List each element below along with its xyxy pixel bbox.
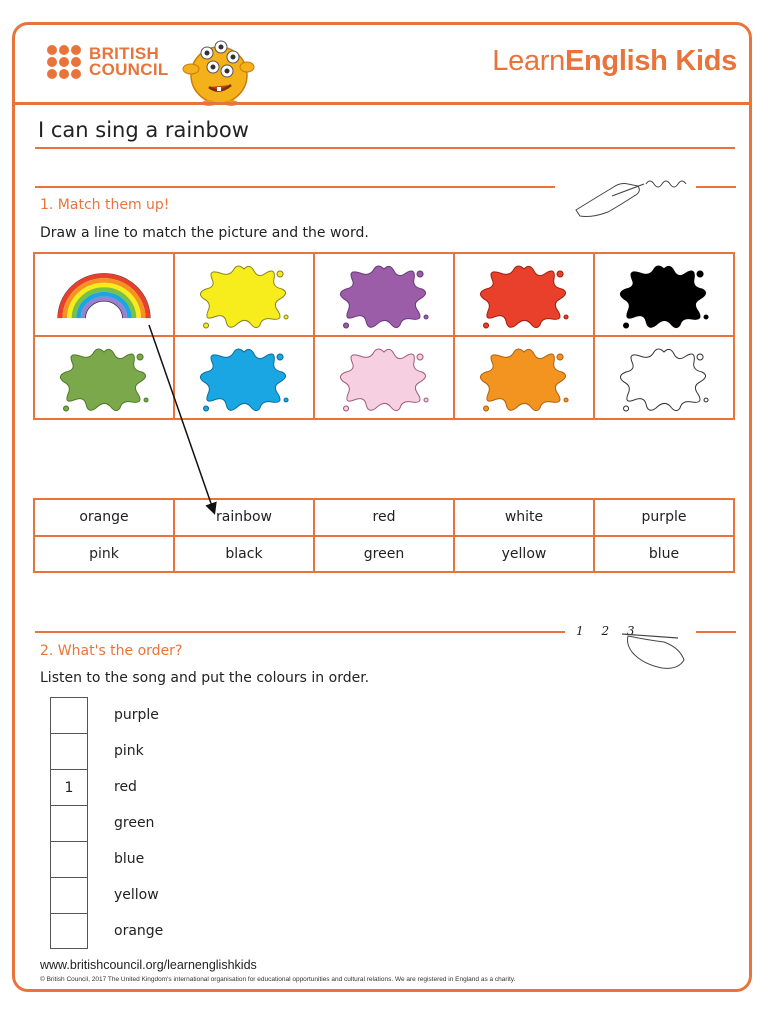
picture-cell-blue[interactable] (174, 336, 314, 419)
order-number-box[interactable] (50, 697, 88, 733)
order-number-box[interactable] (50, 841, 88, 877)
footer-url[interactable]: www.britishcouncil.org/learnenglishkids (40, 958, 257, 972)
title-underline (35, 147, 735, 149)
order-list (50, 697, 163, 949)
section2-instruction: Listen to the song and put the colours in order. (40, 670, 370, 686)
section1-instruction: Draw a line to match the picture and the word. (40, 225, 369, 241)
counting-decoration: 1 2 3 (576, 624, 642, 638)
picture-cell-orange[interactable] (454, 336, 594, 419)
list-item (50, 769, 163, 805)
order-word: purple (114, 707, 159, 723)
paint-splat-icon (614, 342, 714, 414)
word-cell[interactable]: blue (594, 536, 734, 573)
british-council-logo[interactable] (47, 45, 169, 79)
british-council-dots-icon (47, 45, 81, 79)
word-cell[interactable]: purple (594, 499, 734, 536)
section1-line-right (696, 186, 736, 188)
section1-line-left (35, 186, 555, 188)
order-number-box[interactable] (50, 913, 88, 949)
paint-splat-icon (334, 259, 434, 331)
picture-grid (33, 252, 735, 420)
word-cell[interactable]: rainbow (174, 499, 314, 536)
order-number-box[interactable] (50, 805, 88, 841)
list-item (50, 805, 163, 841)
list-item (50, 697, 163, 733)
order-word: red (114, 779, 137, 795)
order-number-box[interactable]: 1 (50, 769, 88, 805)
paint-splat-icon (474, 259, 574, 331)
monster-mascot-icon (177, 29, 257, 107)
order-word: blue (114, 851, 145, 867)
picture-cell-green[interactable] (34, 336, 174, 419)
brand-line-2: COUNCIL (89, 60, 169, 79)
paint-splat-icon (194, 342, 294, 414)
paint-splat-icon (474, 342, 574, 414)
rainbow-icon (54, 259, 154, 331)
picture-cell-white[interactable] (594, 336, 734, 419)
picture-cell-yellow[interactable] (174, 253, 314, 336)
section1-heading: 1. Match them up! (40, 197, 170, 213)
order-word: yellow (114, 887, 159, 903)
list-item (50, 733, 163, 769)
word-cell[interactable]: black (174, 536, 314, 573)
order-word: orange (114, 923, 164, 939)
picture-cell-black[interactable] (594, 253, 734, 336)
section2-heading: 2. What's the order? (40, 643, 183, 659)
picture-cell-pink[interactable] (314, 336, 454, 419)
word-cell[interactable]: yellow (454, 536, 594, 573)
picture-cell-red[interactable] (454, 253, 594, 336)
order-word: green (114, 815, 155, 831)
picture-cell-purple[interactable] (314, 253, 454, 336)
header (15, 25, 749, 105)
order-number-box[interactable] (50, 733, 88, 769)
learnenglish-kids-logo[interactable]: LearnEnglish Kids (492, 45, 737, 77)
paint-splat-icon (194, 259, 294, 331)
worksheet-title: I can sing a rainbow (38, 118, 249, 142)
word-cell[interactable]: green (314, 536, 454, 573)
hand-writing-icon (572, 170, 690, 220)
list-item (50, 841, 163, 877)
word-cell[interactable]: pink (34, 536, 174, 573)
header-divider (15, 102, 749, 105)
footer-copyright: © British Council, 2017 The United Kingdom's international organisation for educational opportunities and cultural relations. We are registered in England as a charity. (40, 976, 516, 983)
word-grid (33, 498, 735, 573)
order-word: pink (114, 743, 144, 759)
word-cell[interactable]: orange (34, 499, 174, 536)
word-cell[interactable]: red (314, 499, 454, 536)
paint-splat-icon (334, 342, 434, 414)
picture-cell-rainbow[interactable] (34, 253, 174, 336)
paint-splat-icon (54, 342, 154, 414)
paint-splat-icon (614, 259, 714, 331)
section2-line-left (35, 631, 565, 633)
hand-pen-icon (618, 630, 690, 672)
section2-line-right (696, 631, 736, 633)
order-number-box[interactable] (50, 877, 88, 913)
list-item (50, 913, 163, 949)
list-item (50, 877, 163, 913)
word-cell[interactable]: white (454, 499, 594, 536)
brand-line-1: BRITISH (89, 44, 160, 63)
